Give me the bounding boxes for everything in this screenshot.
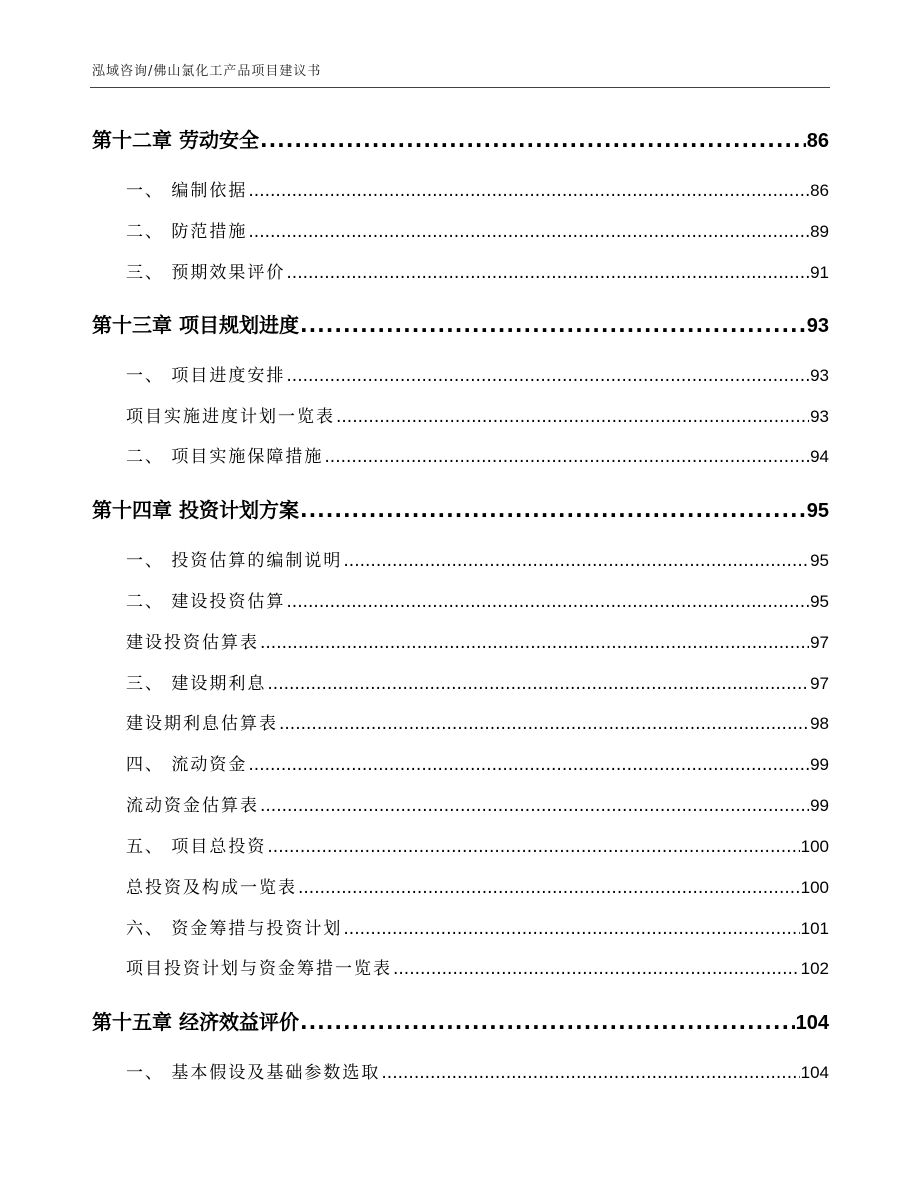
toc-page-number: 97 bbox=[810, 674, 829, 693]
toc-entry-title: 第十三章 项目规划进度 bbox=[92, 313, 299, 337]
toc-entry[interactable] bbox=[126, 873, 829, 898]
dot-leader bbox=[248, 755, 809, 775]
toc-page-number: 93 bbox=[810, 366, 829, 385]
dot-leader bbox=[298, 878, 800, 898]
toc-entry[interactable] bbox=[126, 1058, 829, 1083]
toc-entry-title: 六、 资金筹措与投资计划 bbox=[126, 919, 343, 939]
toc-entry-title: 第十五章 经济效益评价 bbox=[92, 1010, 299, 1034]
dot-leader bbox=[381, 1063, 799, 1083]
toc-entry[interactable] bbox=[126, 402, 829, 427]
toc-page-number: 95 bbox=[806, 500, 829, 522]
toc-page-number: 104 bbox=[800, 1063, 829, 1082]
toc-entry[interactable] bbox=[126, 709, 829, 734]
toc-entry[interactable] bbox=[126, 587, 829, 612]
dot-leader bbox=[260, 796, 809, 816]
toc-page-number: 86 bbox=[810, 181, 829, 200]
toc-page-number: 99 bbox=[810, 796, 829, 815]
running-header: 泓域咨询/佛山氯化工产品项目建议书 bbox=[92, 64, 322, 79]
toc-entry[interactable] bbox=[126, 669, 829, 694]
toc-entry-title: 四、 流动资金 bbox=[126, 755, 248, 775]
toc-page-number: 89 bbox=[810, 222, 829, 241]
toc-entry-title: 建设投资估算表 bbox=[126, 633, 259, 653]
toc-entry-title: 第十四章 投资计划方案 bbox=[92, 498, 299, 522]
toc-chapter-15[interactable] bbox=[92, 1006, 829, 1035]
toc-entry-title: 一、 项目进度安排 bbox=[126, 366, 286, 386]
dot-leader bbox=[393, 959, 800, 979]
toc-page-number: 101 bbox=[800, 919, 829, 938]
toc-entry[interactable] bbox=[126, 954, 829, 979]
dot-leader bbox=[248, 222, 809, 242]
toc-entry-title: 一、 编制依据 bbox=[126, 181, 248, 201]
dot-leader bbox=[267, 837, 799, 857]
toc-entry[interactable] bbox=[126, 914, 829, 939]
toc-entry-title: 二、 建设投资估算 bbox=[126, 592, 286, 612]
toc-entry[interactable] bbox=[126, 442, 829, 467]
dot-leader bbox=[300, 313, 806, 337]
toc-entry-title: 五、 项目总投资 bbox=[126, 837, 267, 857]
toc-chapter-13[interactable] bbox=[92, 309, 829, 338]
dot-leader bbox=[343, 551, 809, 571]
toc-page-number: 102 bbox=[800, 959, 829, 978]
toc-entry[interactable] bbox=[126, 546, 829, 571]
dot-leader bbox=[336, 407, 809, 427]
toc-entry-title: 项目实施进度计划一览表 bbox=[126, 407, 335, 427]
toc-entry-title: 三、 预期效果评价 bbox=[126, 263, 286, 283]
toc-page-number: 95 bbox=[810, 551, 829, 570]
dot-leader bbox=[300, 1010, 795, 1034]
toc-entry-title: 三、 建设期利息 bbox=[126, 674, 267, 694]
toc-chapter-12[interactable] bbox=[92, 124, 829, 153]
toc-entry[interactable] bbox=[126, 750, 829, 775]
toc-entry-title: 项目投资计划与资金筹措一览表 bbox=[126, 959, 392, 979]
toc-entry[interactable] bbox=[126, 791, 829, 816]
toc-chapter-14[interactable] bbox=[92, 494, 829, 523]
toc-entry-title: 第十二章 劳动安全 bbox=[92, 128, 259, 152]
toc-page-number: 100 bbox=[800, 837, 829, 856]
toc-entry[interactable] bbox=[126, 832, 829, 857]
dot-leader bbox=[286, 263, 809, 283]
toc-entry[interactable] bbox=[126, 217, 829, 242]
dot-leader bbox=[248, 181, 809, 201]
toc-page-number: 93 bbox=[806, 315, 829, 337]
toc-page-number: 100 bbox=[800, 878, 829, 897]
toc-entry-title: 建设期利息估算表 bbox=[126, 714, 278, 734]
dot-leader bbox=[279, 714, 809, 734]
toc-page-number: 86 bbox=[806, 130, 829, 152]
dot-leader bbox=[267, 674, 809, 694]
toc-entry-title: 二、 防范措施 bbox=[126, 222, 248, 242]
toc-page-number: 104 bbox=[795, 1012, 829, 1034]
dot-leader bbox=[300, 498, 806, 522]
toc-entry-title: 一、 投资估算的编制说明 bbox=[126, 551, 343, 571]
dot-leader bbox=[260, 128, 806, 152]
dot-leader bbox=[260, 633, 809, 653]
dot-leader bbox=[324, 447, 809, 467]
toc-entry[interactable] bbox=[126, 361, 829, 386]
toc-entry[interactable] bbox=[126, 258, 829, 283]
toc-entry-title: 一、 基本假设及基础参数选取 bbox=[126, 1063, 381, 1083]
dot-leader bbox=[286, 592, 809, 612]
dot-leader bbox=[286, 366, 809, 386]
toc-page-number: 93 bbox=[810, 407, 829, 426]
toc-page-number: 91 bbox=[810, 263, 829, 282]
toc-entry[interactable] bbox=[126, 628, 829, 653]
toc-page-number: 99 bbox=[810, 755, 829, 774]
toc-entry-title: 流动资金估算表 bbox=[126, 796, 259, 816]
toc-page-number: 97 bbox=[810, 633, 829, 652]
toc-entry[interactable] bbox=[126, 176, 829, 201]
toc-page-number: 98 bbox=[810, 714, 829, 733]
toc-entry-title: 总投资及构成一览表 bbox=[126, 878, 297, 898]
toc-page-number: 95 bbox=[810, 592, 829, 611]
toc-entry-title: 二、 项目实施保障措施 bbox=[126, 447, 324, 467]
dot-leader bbox=[343, 919, 799, 939]
toc-page-number: 94 bbox=[810, 447, 829, 466]
header-rule bbox=[90, 87, 830, 88]
